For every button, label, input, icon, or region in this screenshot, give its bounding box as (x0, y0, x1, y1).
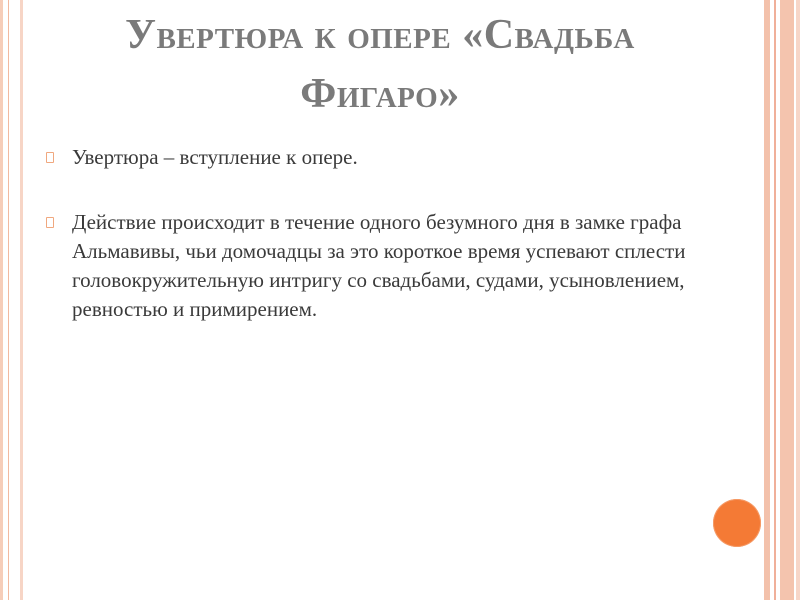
left-frame-line (0, 0, 3, 600)
right-frame-line (774, 0, 776, 600)
bullet-text: Действие происходит в течение одного безумного дня в замке графа Альмавивы, чьи домочадцы за это короткое время успевают сплести головокружительную интригу со свадьбами, судами, усыновлением, ревностью и примирением. (72, 210, 686, 321)
right-frame-line (796, 0, 800, 600)
slide-title: Увертюра к опере «Свадьба Фигаро» (125, 12, 635, 117)
right-frame-line (780, 0, 794, 600)
bullet-marker-icon (46, 217, 54, 228)
bullet-marker-icon (46, 152, 54, 163)
right-frame-line (764, 0, 770, 600)
accent-circle-icon (713, 499, 761, 547)
bullet-list (40, 143, 700, 360)
left-frame-line (20, 0, 23, 600)
bullet-item (40, 143, 700, 172)
bullet-text: Увертюра – вступление к опере. (72, 145, 358, 169)
bullet-item (40, 208, 700, 324)
left-frame-line (8, 0, 9, 600)
